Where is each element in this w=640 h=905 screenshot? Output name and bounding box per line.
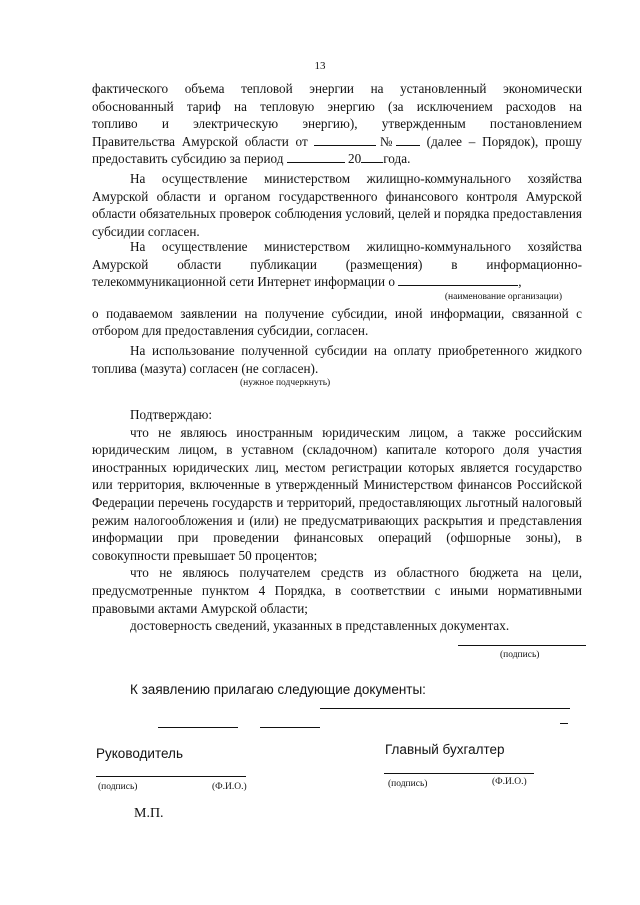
confirmation-heading: Подтверждаю: xyxy=(130,407,212,422)
head-title: Руководитель xyxy=(96,746,183,761)
underline-hint: (нужное подчеркнуть) xyxy=(240,378,331,389)
text-fragment: предоставить субсидию за период xyxy=(92,151,284,167)
signature-hint: (подпись) xyxy=(500,650,540,660)
attachment-line xyxy=(260,727,320,728)
number-sign: № xyxy=(376,133,396,149)
organization-hint: (наименование организации) xyxy=(444,291,562,302)
paragraph-text: о подаваемом заявлении на получение субсидии, иной информации, связанной с отбором для предоставления субсидии, согласен. xyxy=(92,305,582,339)
head-name-hint: (Ф.И.О.) xyxy=(212,782,247,792)
head-signature-hint: (подпись) xyxy=(98,782,138,792)
head-signature-line xyxy=(96,776,246,777)
attachment-line xyxy=(158,727,238,728)
confirmation-item: достоверность сведений, указанных в представленных документах. xyxy=(130,618,510,634)
signature-line xyxy=(458,645,586,646)
text-fragment: года. xyxy=(383,151,411,167)
page-number: 13 xyxy=(314,60,326,72)
attachments-heading: К заявлению прилагаю следующие документы: xyxy=(130,682,426,697)
paragraph-text: На осуществление министерством жилищно-коммунального хозяйства Амурской области и органом государственного финансового контроля Амурской области обязательных проверок соблюдения условий, целей и порядка предоставления субсидии согласен. xyxy=(92,171,582,239)
text-line: фактического объема тепловой энергии на установленный экономически xyxy=(92,81,582,96)
paragraph-tariff xyxy=(92,80,582,168)
paragraph-fuel-consent xyxy=(92,342,582,389)
date-blank xyxy=(314,133,376,146)
accountant-signature-hint: (подпись) xyxy=(388,779,428,789)
accountant-title: Главный бухгалтер xyxy=(385,742,505,757)
stamp-place: М.П. xyxy=(134,806,164,821)
number-blank xyxy=(396,133,420,146)
text-line xyxy=(92,133,582,151)
year-blank xyxy=(361,150,383,163)
confirmation-section xyxy=(92,406,582,635)
year-prefix: 20 xyxy=(348,151,362,167)
paragraph-text: На осуществление министерством жилищно-коммунального хозяйства Амурской области публикации (размещения) в информационно-телекоммуникационной сети Интернет информации о , xyxy=(92,239,582,290)
attachment-line xyxy=(560,723,568,724)
confirmation-item: что не являюсь получателем средств из областного бюджета на цели, предусмотренные пунктом 4 Порядка, в соответствии с иными нормативными правовыми актами Амурской области; xyxy=(92,565,582,616)
period-blank xyxy=(287,150,345,163)
paragraph-inspections-consent xyxy=(92,170,582,240)
organization-blank xyxy=(398,273,518,286)
attachment-line xyxy=(320,708,570,709)
accountant-signature-line xyxy=(384,773,534,774)
text-fragment: (далее – Порядок), прошу xyxy=(426,133,582,149)
paragraph-text: На использование полученной субсидии на оплату приобретенного жидкого топлива (мазута) согласен (не согласен). xyxy=(92,343,582,376)
text-line xyxy=(92,150,582,168)
text-line: топливо и электрическую энергию), утвержденным постановлением xyxy=(92,116,582,132)
text-fragment: На осуществление министерством жилищно-коммунального хозяйства Амурской области публикации (размещения) в информационно-телекоммуникационной сети Интернет информации о xyxy=(92,239,582,290)
text-fragment: Правительства Амурской области от xyxy=(92,133,308,149)
confirmation-item: что не являюсь иностранным юридическим лицом, а также российским юридическим лицом, в уставном (складочном) капитале которого доля участия иностранных юридических лиц, местом регистрации которых является государство или территория, включенные в утвержденный Министерством финансов Российской Федерации перечень государств и территорий, предоставляющих льготный налоговый режим налогообложения и (или) не предусматривающих раскрытия и представления информации при проведении финансовых операций (офшорные зоны), в совокупности превышает 50 процентов; xyxy=(92,424,582,563)
text-line: обоснованный тариф на тепловую энергию (за исключением расходов на xyxy=(92,98,582,114)
paragraph-publication-consent xyxy=(92,238,582,340)
accountant-name-hint: (Ф.И.О.) xyxy=(492,777,527,787)
